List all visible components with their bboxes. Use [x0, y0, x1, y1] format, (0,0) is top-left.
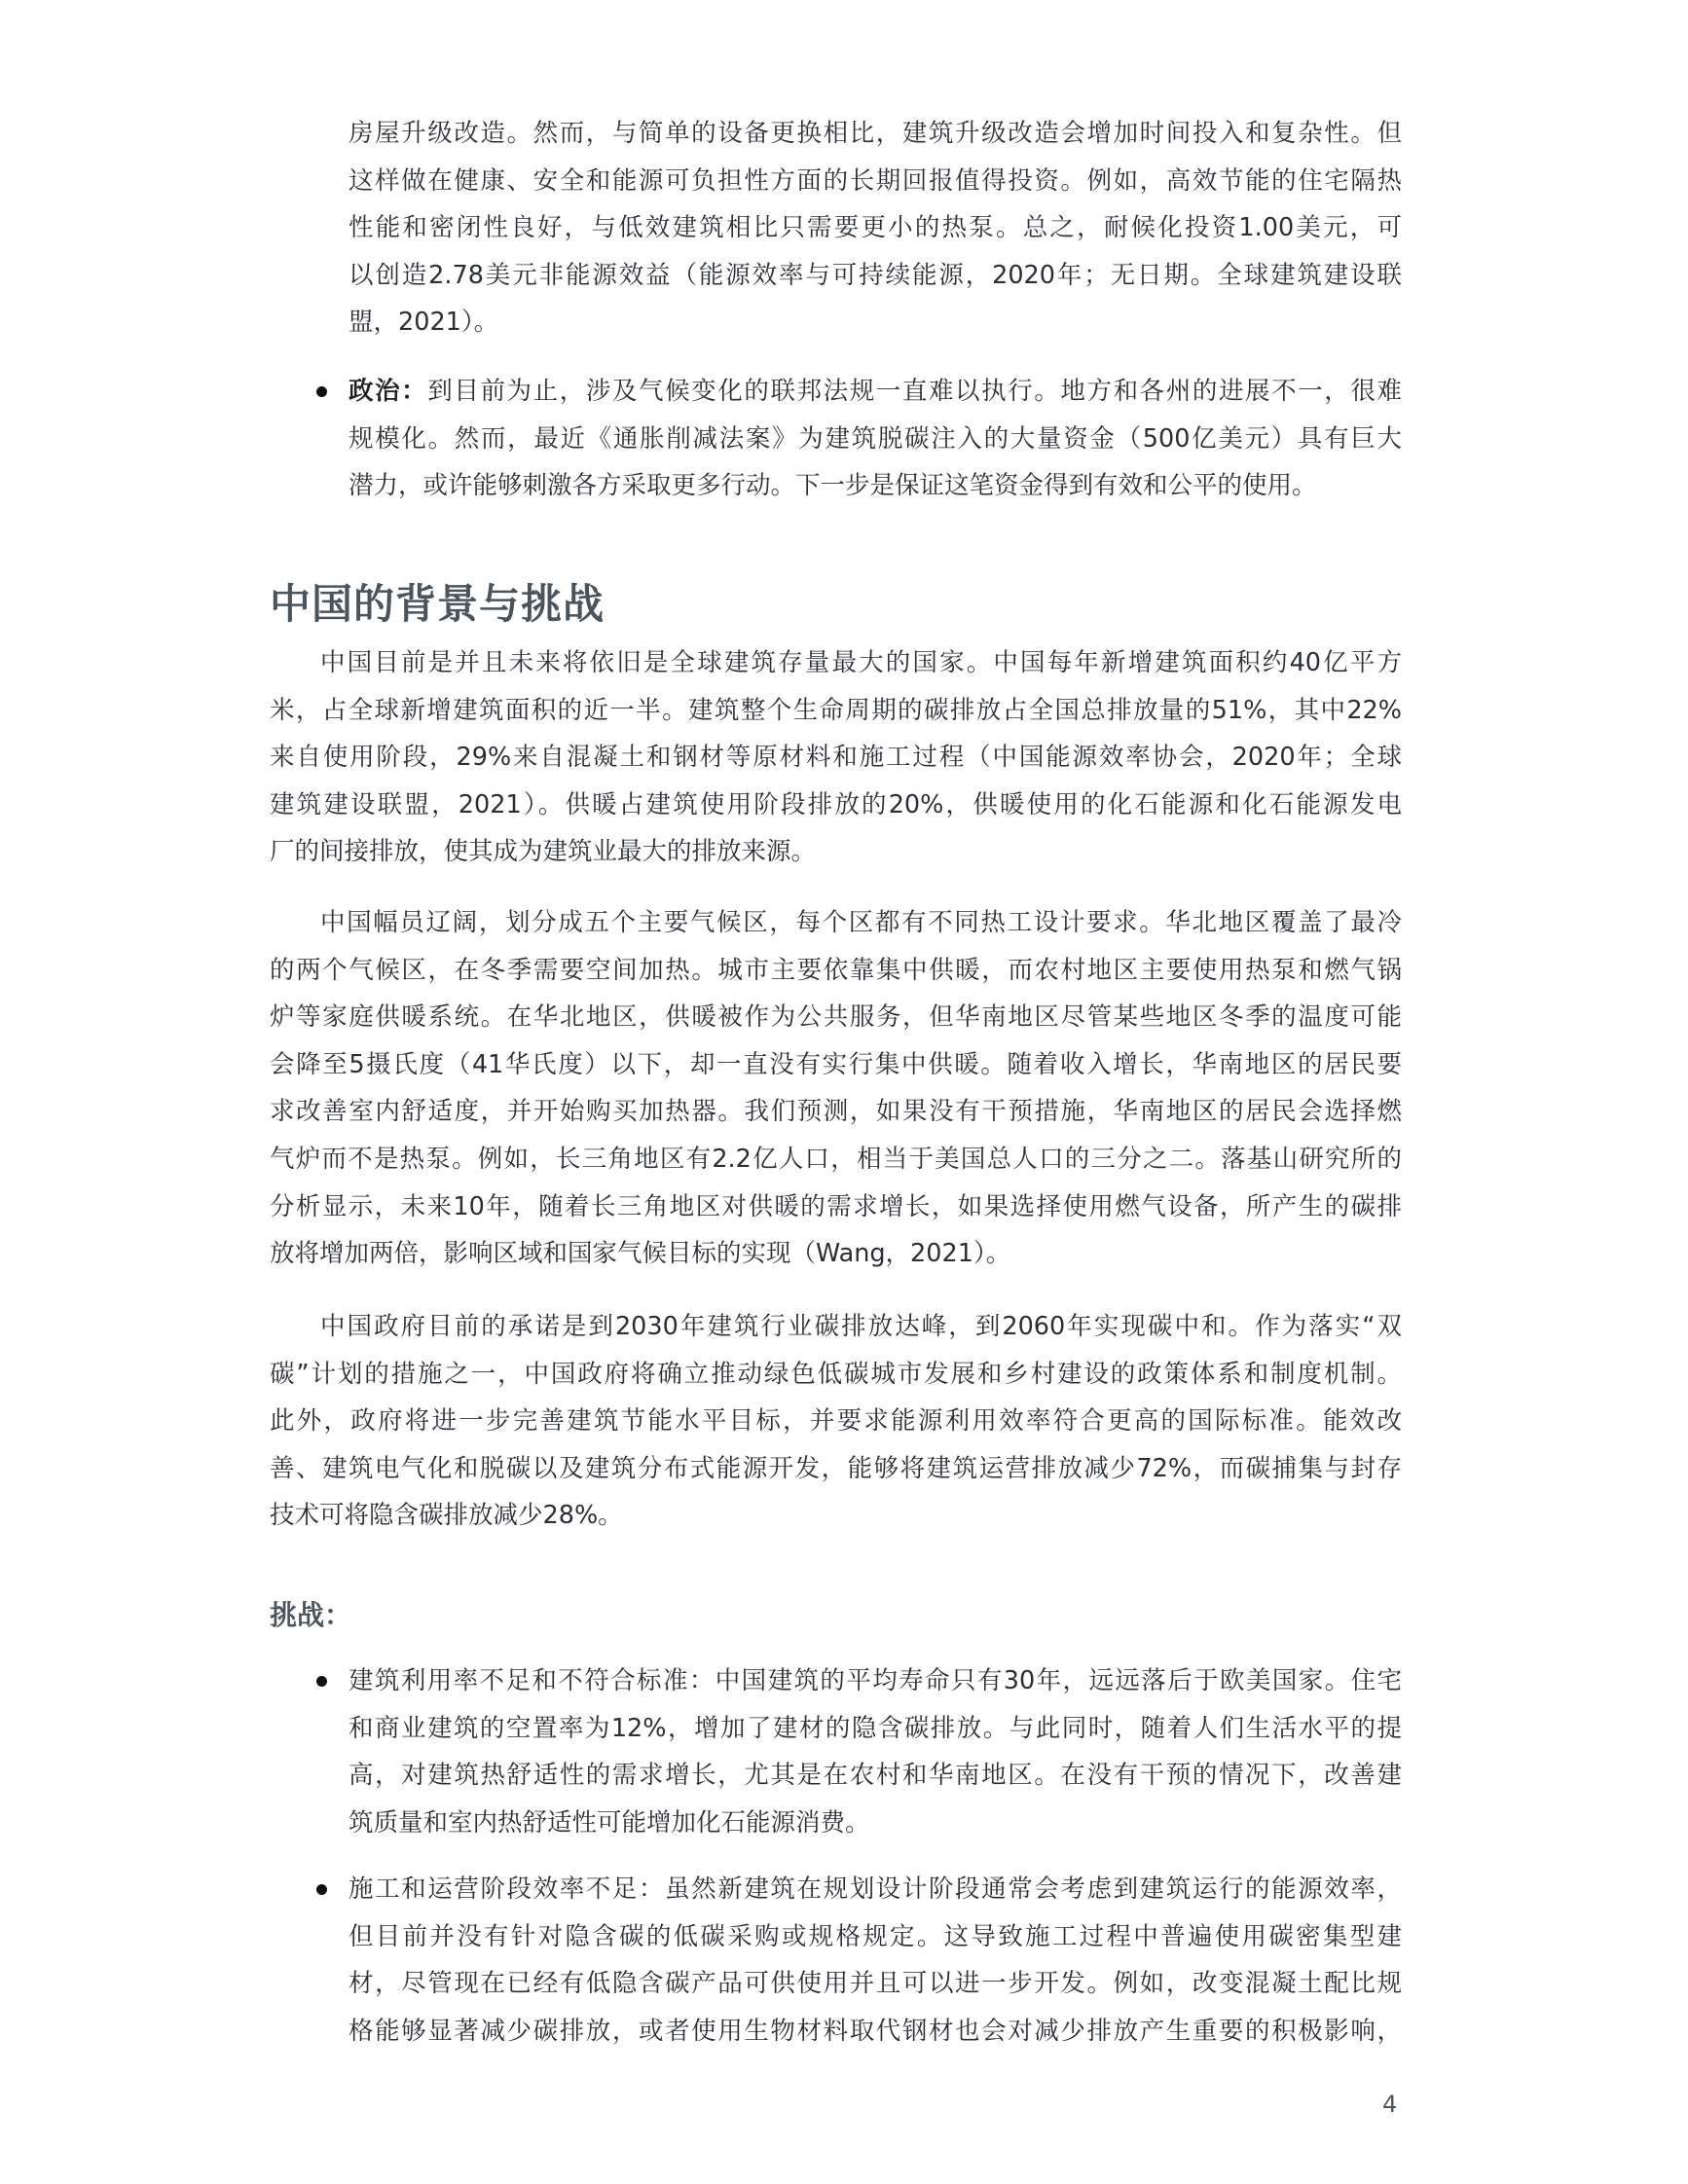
text-line: 的两个气候区，在冬季需要空间加热。城市主要依靠集中供暖，而农村地区主要使用热泵和燃气锅 — [270, 955, 1402, 985]
para-upgrade-cont — [349, 110, 1402, 346]
para-china-1 — [270, 639, 1402, 876]
challenges-subheading: 挑战： — [270, 1599, 352, 1631]
text-line: 性能和密闭性良好，与低效建筑相比只需要更小的热泵。总之，耐候化投资1.00美元，可 — [349, 213, 1402, 243]
text-line: 规模化。然而，最近《通胀削减法案》为建筑脱碳注入的大量资金（500亿美元）具有巨大 — [349, 423, 1402, 454]
text-line: 来自使用阶段，29%来自混凝土和钢材等原材料和施工过程（中国能源效率协会，2020年；全球 — [270, 743, 1402, 773]
bullet-lead: 政治： — [349, 377, 428, 406]
text-line: 和商业建筑的空置率为12%，增加了建材的隐含碳排放。与此同时，随着人们生活水平的提 — [349, 1713, 1402, 1743]
text-line: 以创造2.78美元非能源效益（能源效率与可持续能源，2020年；无日期。全球建筑建设联 — [349, 260, 1402, 290]
text-line — [349, 368, 1402, 416]
text-line: 筑质量和室内热舒适性可能增加化石能源消费。 — [349, 1807, 870, 1838]
text-line: 中国政府目前的承诺是到2030年建筑行业碳排放达峰，到2060年实现碳中和。作为落实“双 — [320, 1312, 1402, 1341]
text-line: 盟，2021）。 — [349, 308, 499, 338]
bullet-utilization — [349, 1657, 1402, 1846]
text-line: 分析显示，未来10年，随着长三角地区对供暖的需求增长，如果选择使用燃气设备，所产生的碳排 — [270, 1191, 1402, 1221]
para-china-3 — [270, 1303, 1402, 1540]
text-line: 善、建筑电气化和脱碳以及建筑分布式能源开发，能够将建筑运营排放减少72%，而碳捕集与封存 — [270, 1453, 1402, 1483]
bullet-icon — [316, 1884, 327, 1895]
text-line: 施工和运营阶段效率不足：虽然新建筑在规划设计阶段通常会考虑到建筑运行的能源效率， — [349, 1875, 1402, 1904]
text-line: 此外，政府将进一步完善建筑节能水平目标，并要求能源利用效率符合更高的国际标准。能效改 — [270, 1406, 1402, 1437]
text-line: 炉等家庭供暖系统。在华北地区，供暖被作为公共服务，但华南地区尽管某些地区冬季的温度可能 — [270, 1002, 1402, 1033]
text-line: 中国幅员辽阔，划分成五个主要气候区，每个区都有不同热工设计要求。华北地区覆盖了最冷 — [320, 908, 1402, 937]
para-china-2 — [270, 899, 1402, 1278]
text-line: 中国目前是并且未来将依旧是全球建筑存量最大的国家。中国每年新增建筑面积约40亿平方 — [320, 648, 1402, 677]
text-line: 会降至5摄氏度（41华氏度）以下，却一直没有实行集中供暖。随着收入增长，华南地区的居民要 — [270, 1049, 1402, 1079]
text-line: 格能够显著减少碳排放，或者使用生物材料取代钢材也会对减少排放产生重要的积极影响， — [349, 2016, 1402, 2046]
text-line: 碳”计划的措施之一，中国政府将确立推动绿色低碳城市发展和乡村建设的政策体系和制度机制。 — [270, 1359, 1402, 1389]
bullet-efficiency — [349, 1866, 1402, 2055]
text-line: 米，占全球新增建筑面积的近一半。建筑整个生命周期的碳排放占全国总排放量的51%，其中22% — [270, 695, 1402, 725]
bullet-icon — [316, 1676, 327, 1687]
text-line: 厂的间接排放，使其成为建筑业最大的排放来源。 — [270, 837, 817, 867]
bullet-politics — [349, 368, 1402, 510]
text-line: 气炉而不是热泵。例如，长三角地区有2.2亿人口，相当于美国总人口的三分之二。落基山研究所的 — [270, 1144, 1402, 1174]
text-line: 技术可将隐含碳排放减少28%。 — [270, 1501, 623, 1531]
page-number: 4 — [1382, 2091, 1398, 2118]
section-heading: 中国的背景与挑战 — [270, 580, 605, 628]
text-line: 建筑利用率不足和不符合标准：中国建筑的平均寿命只有30年，远远落后于欧美国家。住宅 — [349, 1666, 1402, 1695]
text-line: 建筑建设联盟，2021）。供暖占建筑使用阶段排放的20%，供暖使用的化石能源和化石能源发电 — [270, 789, 1402, 819]
bullet-text: 到目前为止，涉及气候变化的联邦法规一直难以执行。地方和各州的进展不一，很难 — [427, 377, 1402, 406]
text-line: 材，尽管现在已经有低隐含碳产品可供使用并且可以进一步开发。例如，改变混凝土配比规 — [349, 1969, 1402, 1999]
text-line: 潜力，或许能够刺激各方采取更多行动。下一步是保证这笔资金得到有效和公平的使用。 — [349, 471, 1317, 501]
text-line: 这样做在健康、安全和能源可负担性方面的长期回报值得投资。例如，高效节能的住宅隔热 — [349, 165, 1402, 196]
text-line: 求改善室内舒适度，并开始购买加热器。我们预测，如果没有干预措施，华南地区的居民会选择燃 — [270, 1097, 1402, 1127]
text-line: 高，对建筑热舒适性的需求增长，尤其是在农村和华南地区。在没有干预的情况下，改善建 — [349, 1761, 1402, 1791]
text-line: 房屋升级改造。然而，与简单的设备更换相比，建筑升级改造会增加时间投入和复杂性。但 — [349, 119, 1402, 148]
bullet-icon — [316, 386, 327, 397]
text-line: 放将增加两倍，影响区域和国家气候目标的实现（Wang，2021）。 — [270, 1239, 1011, 1269]
text-line: 但目前并没有针对隐含碳的低碳采购或规格规定。这导致施工过程中普遍使用碳密集型建 — [349, 1921, 1402, 1951]
